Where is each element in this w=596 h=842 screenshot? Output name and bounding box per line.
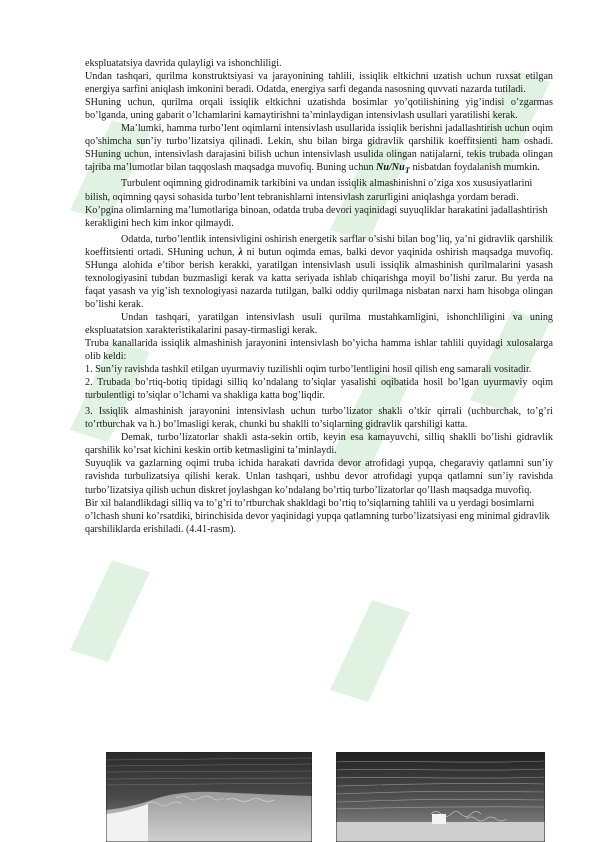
document-body: [85, 57, 553, 536]
paragraph: ekspluatatsiya davrida qulayligi va ishonchliligi.: [85, 58, 282, 69]
paragraph: SHuning uchun, qurilma orqali issiqlik eltkichni uzatishda bosimlar yo’qotilishining yig’indisi o’zgarmas bo’lganda, uning gabarit o’lchamlarini kamaytirishni ta’minlaydigan intensivlash usullari yaratilishi kerak.: [85, 97, 553, 122]
paragraph: Bir xil balandlikdagi silliq va to’g’ri to’rtburchak shakldagi bo’rtiq to’siqlarning tahlili va u yerdagi bosimlarni o’lchash shuni ko’rsatdiki, birinchisida devor yaqinidagi yupqa qatlamning turbo’lizatsiyasi eng minimal gidravlik qarshiliklarda erishiladi. (4.41-rasm).: [85, 497, 550, 535]
paragraph: Suyuqlik va gazlarning oqimi truba ichida harakati davrida devor atrofidagi yupqa, chegaraviy qatlamni sun’iy ravishda turbulizatsiya qilishi kerak. Unlan tashqari, ushbu devor atrofidagi yupqa qatlamni sun’iy ravishda turbo’lizatsiya qilish uchun diskret joylashgan ko’ndalang bo’rtiq turbo’lizatorlar qo’llash maqsadga muvofiq.: [85, 458, 553, 496]
nu-ratio-symbol: $Nu/Nu_T$: [376, 162, 410, 176]
flow-photo-rectangular-obstacle: [336, 752, 545, 842]
flow-photo-smooth-obstacle: [106, 752, 312, 842]
paragraph: Undan tashqari, qurilma konstruktsiyasi va jarayonining tahlili, issiqlik eltkichni uzatish uchun ruxsat etilgan energiya sarfini aniqlash imkonini beradi. Odatda, energiya sarfi deganda nasosning quvvati nazarda tutiladi.: [85, 71, 553, 96]
paragraph: Truba kanallarida issiqlik almashinish jarayonini intensivlash bo’yicha hamma ishlar tahlili quyidagi xulosalarga olib keldi:: [85, 338, 553, 363]
paragraph: Turbulent oqimning gidrodinamik tarkibini va undan issiqlik almashinishni o’ziga xos xususiyatlarini bilish, oqimning qaysi sohasida turbo’lent tebranishlarni intensivlash zarurligini aniqlashga yordam beradi. Ko’pgina olimlarning ma’lumotlariga binoan, odatda truba devori yaqinidagi suyuqliklar harakatini jadallashtirish kerakligini hech kim inkor qilmaydi.: [85, 178, 548, 229]
paragraph-text: Ma’lumki, hamma turbo’lent oqimlarni intensivlash usullarida issiqlik berishni jadallashtirish uchun oqim qo’shimcha sun’iy turbo’lizatsiya qilinadi. Lekin, shu bilan birga gidravlik qarshilik koeffitsienti ham oshadi. SHuning uchun, intensivlash darajasini bilish uchun intensivlash usulida olingan natijalarni, tekis trubada olingan tajriba ma’lumotlar bilan taqqoslash maqsadga muvofiq. Buning uchun: [85, 123, 553, 174]
figure-row: [0, 752, 596, 842]
paragraph: [85, 122, 553, 177]
paragraph: Undan tashqari, yaratilgan intensivlash usuli qurilma mustahkamligini, ishonchliligini va uning ekspluatatsion xarakteristikalarini pasay-tirmasligi kerak.: [85, 311, 553, 336]
list-item: 3. Issiqlik almashinish jarayonini intensivlash uchun turbo’lizator shakli o’tkir qirrali (uchburchak, to’g’ri to’rtburchak va h.) bo’lmasligi kerak, chunki bu shaklli to’siqlarning gidravlik qarshiligi katta.: [85, 406, 553, 431]
paragraph-text: nisbatdan foydalanish mumkin.: [412, 162, 540, 174]
list-item: 2. Trubada bo’rtiq-botiq tipidagi silliq ko’ndalang to’siqlar yasalishi oqibatida hosil bo’lgan uyurmaviy oqim turbulentligi to’siqlar o’lchami va shakliga katta bog’liqdir.: [85, 377, 553, 402]
paragraph-text: ni butun oqimda emas, balki devor yaqinida oshirish maqsadga muvofiq. SHunga alohida e’tibor berish kerakki, yaratilgan intensivlash usuli issiqlik almashinish qurilmalarini yasash texnologiyasini tubdan buzmasligi kerak va katta seriyada ishlab chiqarishga moyil bo’lishi zarur. Bu yerda na faqat yasash va yig’ish texnologiyasi nazarda tutilgan, balki oddiy qurilmaga nisbatan narxi ham hisobga olingan bo’lishi kerak.: [85, 246, 554, 310]
lambda-symbol: λ: [238, 246, 243, 258]
paragraph-text: Odatda, turbo’lentlik intensivligini oshirish energetik sarflar o’sishi bilan bog’liq, ya’ni gidravlik qarshilik koeffitsienti ortadi. SHuning uchun,: [85, 233, 553, 258]
list-item: 1. Sun’iy ravishda tashkil etilgan uyurmaviy tuzilishli oqim turbo’lentligini hosil qilish eng samarali vositadir.: [85, 364, 532, 376]
paragraph: Demak, turbo’lizatorlar shakli asta-sekin ortib, keyin esa kamayuvchi, silliq shaklli bo’lishi gidravlik qarshilik ko’rsat kichini keskin ortib ketmasligini ta’minlaydi.: [85, 432, 553, 457]
paragraph: [85, 233, 553, 311]
